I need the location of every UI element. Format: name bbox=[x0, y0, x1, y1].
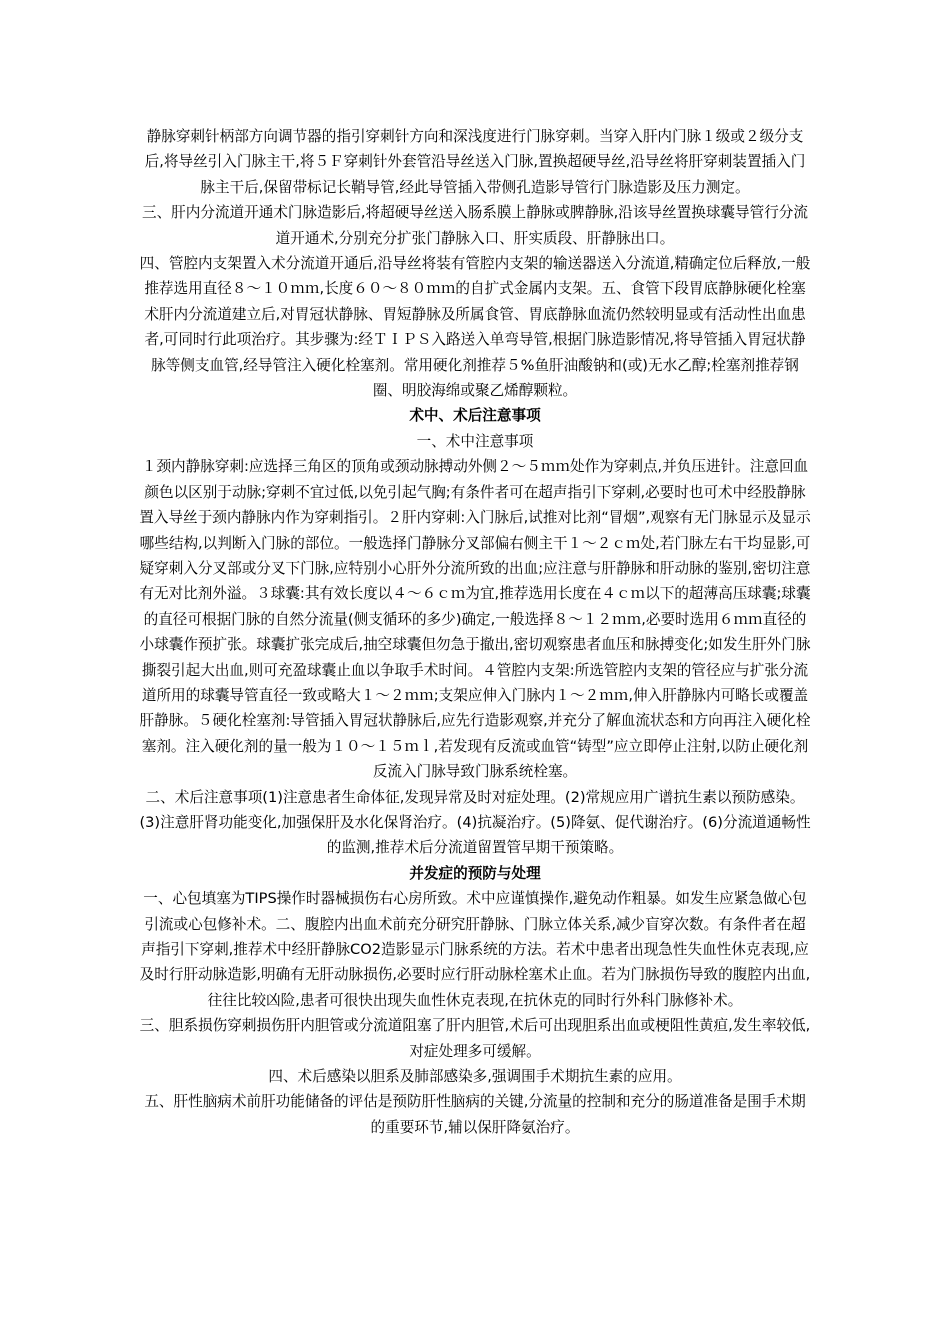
section-heading-complications: 并发症的预防与处理 bbox=[409, 864, 541, 882]
paragraph-shunt-opening: 三、肝内分流道开通术门脉造影后,将超硬导丝送入肠系膜上静脉或脾静脉,沿该导丝置换球囊导管行分流道开通术,分别充分扩张门静脉入口、肝实质段、肝静脉出口。 bbox=[141, 204, 808, 247]
paragraph-postoperative-notes: 二、术后注意事项(1)注意患者生命体征,发现异常及时对症处理。(2)常规应用广谱抗生素以预防感染。(3)注意肝肾功能变化,加强保肝及水化保肾治疗。(4)抗凝治疗。(5)降氨、促代谢治疗。(6)分流道通畅性的监测,推荐术后分流道留置管早期干预策略。 bbox=[139, 788, 811, 857]
subheading-intraoperative: 一、术中注意事项 bbox=[416, 432, 534, 450]
paragraph-tamponade-bleeding: 一、心包填塞为TIPS操作时器械损伤右心房所致。术中应谨慎操作,避免动作粗暴。如发生应紧急做心包引流或心包修补术。二、腹腔内出血术前充分研究肝静脉、门脉立体关系,减少盲穿次数。有条件者在超声指引下穿刺,推荐术中经肝静脉CO2造影显示门脉系统的方法。若术中患者出现急性失血性休克表现,应及时行肝动脉造影,明确有无肝动脉损伤,必要时应行肝动脉栓塞术止血。若为门脉损伤导致的腹腔内出血,往往比较凶险,患者可很快出现失血性休克表现,在抗休克的同时行外科门脉修补术。 bbox=[139, 890, 811, 1009]
paragraph-stent-placement: 四、管腔内支架置入术分流道开通后,沿导丝将装有管腔内支架的输送器送入分流道,精确定位后释放,一般推荐选用直径８～１０ｍｍ,长度６０～８０ｍｍ的自扩式金属内支架。五、食管下段胃底静脉硬化栓塞术肝内分流道建立后,对胃冠状静脉、胃短静脉及所属食管、胃底静脉血流仍然较明显或有活动性出血患者,可同时行此项治疗。其步骤为:经ＴＩＰＳ入路送入单弯导管,根据门脉造影情况,将导管插入胃冠状静脉等侧支血管,经导管注入硬化栓塞剂。常用硬化剂推荐５%鱼肝油酸钠和(或)无水乙醇;栓塞剂推荐钢圈、明胶海绵或聚乙烯醇颗粒。 bbox=[139, 255, 811, 400]
section-heading-precautions: 术中、术后注意事项 bbox=[409, 407, 541, 425]
paragraph-portal-puncture: 静脉穿刺针柄部方向调节器的指引穿刺针方向和深浅度进行门脉穿刺。当穿入肝内门脉１级或２级分支后,将导丝引入门脉主干,将５Ｆ穿刺针外套管沿导丝送入门脉,置换超硬导丝,沿导丝将肝穿刺装置插入门脉主干后,保留带标记长鞘导管,经此导管插入带侧孔造影导管行门脉造影及压力测定。 bbox=[144, 128, 806, 196]
paragraph-intraoperative-notes: １颈内静脉穿刺:应选择三角区的顶角或颈动脉搏动外侧２～５ｍｍ处作为穿刺点,并负压进针。注意回血颜色以区别于动脉;穿刺不宜过低,以免引起气胸;有条件者可在超声指引下穿刺,必要时也可术中经股静脉置入导丝于颈内静脉内作为穿刺指引。２肝内穿刺:入门脉后,试推对比剂“冒烟”,观察有无门脉显示及显示哪些结构,以判断入门脉的部位。一般选择门静脉分叉部偏右侧主干１～２ｃｍ处,若门脉左右干均显影,可疑穿刺入分叉部或分叉下门脉,应特别小心肝外分流所致的出血;应注意与肝静脉和肝动脉的鉴别,密切注意有无对比剂外溢。３球囊:其有效长度以４～６ｃｍ为宜,推荐选用长度在４ｃｍ以下的超薄高压球囊;球囊的直径可根据门脉的自然分流量(侧支循环的多少)确定,一般选择８～１２ｍｍ,必要时选用６ｍｍ直径的小球囊作预扩张。球囊扩张完成后,抽空球囊但勿急于撤出,密切观察患者血压和脉搏变化;如发生肝外门脉撕裂引起大出血,则可充盈球囊止血以争取手术时间。４管腔内支架:所选管腔内支架的管径应与扩张分流道所用的球囊导管直径一致或略大１～２ｍｍ;支架应伸入门脉内１～２ｍｍ,伸入肝静脉内可略长或覆盖肝静脉。５硬化栓塞剂:导管插入胃冠状静脉后,应先行造影观察,并充分了解血流状态和方向再注入硬化栓塞剂。注入硬化剂的量一般为１０～１５ｍｌ,若发现有反流或血管“铸型”应立即停止注射,以防止硬化剂反流入门脉导致门脉系统栓塞。 bbox=[139, 458, 811, 781]
document-body bbox=[138, 124, 812, 1140]
paragraph-infection: 四、术后感染以胆系及肺部感染多,强调围手术期抗生素的应用。 bbox=[268, 1068, 682, 1086]
paragraph-biliary-injury: 三、胆系损伤穿刺损伤肝内胆管或分流道阻塞了肝内胆管,术后可出现胆系出血或梗阻性黄疸,发生率较低,对症处理多可缓解。 bbox=[139, 1017, 811, 1060]
paragraph-hepatic-encephalopathy: 五、肝性脑病术前肝功能储备的评估是预防肝性脑病的关键,分流量的控制和充分的肠道准备是围手术期的重要环节,辅以保肝降氨治疗。 bbox=[144, 1093, 806, 1136]
